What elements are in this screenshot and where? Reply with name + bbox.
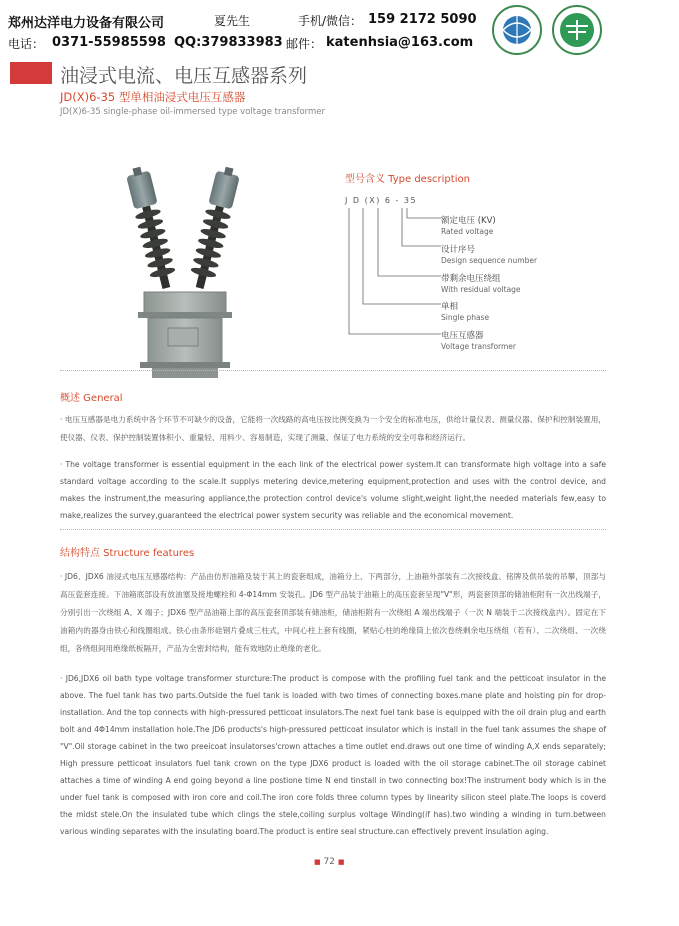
model-code: J D (X) 6 - 35 — [345, 196, 418, 205]
model-item-cn: 电压互感器 — [441, 331, 484, 341]
email-address: katenhsia@163.com — [326, 35, 474, 50]
page-marker-icon: ■ — [314, 858, 321, 866]
model-item-cn: 设计序号 — [441, 245, 476, 255]
email-label: 邮件： — [286, 37, 323, 51]
general-paragraph-en: · The voltage transformer is essential equipment in the each link of the electrical power system.It can transformate high voltage into a safe standard voltage according to the scale.It supplys metering device,metering equipment,protection and uses with the control device, and makes the instrument,the measuring appliance,the protection control device's volume slight,weight light,the needed materials few,easy to make,realizes the survey,guaranteed the electrical power system security was reliable and the economical movement. — [60, 460, 606, 520]
product-title-en: JD(X)6-35 single-phase oil-immersed type voltage transformer — [60, 107, 326, 117]
phone-label: 手机/微信： — [298, 14, 363, 28]
model-item-en: Design sequence number — [441, 256, 538, 265]
model-item-en: Rated voltage — [441, 227, 494, 236]
structure-paragraph-en: · JD6,JDX6 oil bath type voltage transformer sturcture:The product is compose with the profiling fuel tank and the petticoat insulator in the above. The fuel tank has two parts.Outside the fuel tank is loaded with two times of connecting boxes.mane plate and hoisting pin for drop-installation. And the top connects with high-pressured petticoat insulators.The next fuel tank base is equipped with the oil drain plug and earth bolt and 4Φ14mm installation hole.The JD6 products's high-pressured petticoat insulator which is install in the fuel tank assumes the shape of "V".Oil storage cabinet in the two preeicoat insulatorses'crown attaches a time outlet end.draws out one time of winding A,X ends separately; High pressure petticoat insulators fuel tank crown on the type JDX6 product is loaded with the oil storage cabinet.The oil storage cabinet attaches a time of winding A end going beyond a line postione time N end tinstall in two connecting box!The instrument body which is in the under fuel tank is composed with iron core and coil.The iron core folds three column types by linearity silicon steel plate.The loops is coverd the midst stele.On the insulated tube which clings the stele,coiling surplus voltage Winding(if has).two winding a winding in turn.between various winding separates with the insulating board.The product is entire seal structure.can effectively prevent insulation aging. — [60, 674, 606, 836]
model-item-cn: 额定电压 (KV) — [441, 216, 496, 226]
page-number-value: 72 — [323, 857, 335, 867]
model-item-en: With residual voltage — [441, 285, 521, 294]
model-item-en: Single phase — [441, 313, 490, 322]
contact-person: 夏先生 — [214, 14, 251, 28]
page-title: 油浸式电流、电压互感器系列 — [60, 65, 308, 87]
section-divider — [60, 529, 606, 530]
model-code-bracket-lines — [345, 204, 445, 350]
structure-paragraph-cn: · JD6、JDX6 油浸式电压互感器结构：产品由仿形油箱及装于其上的瓷套组成，油箱分上、下两部分，上油箱外部装有二次接线盒、铭牌及供吊装的吊攀，顶部与高压瓷套连接。下油箱底部设有放油塞及接地螺栓和 4-Φ14mm 安装孔。JD6 型产品装于油箱上的高压瓷套呈现"V"形，两瓷套顶部的储油柜附有一次出线端子，分别引出一次绕组 A、X 端子；JDX6 型产品油箱上部的高压瓷套顶部装有储油柜，储油柜附有一次绕组 A 端出线端子（一次 N 端装于二次接线盒内）。固定在下油箱内的器身由铁心和线圈组成。铁心由条形硅钢片叠成三柱式，中间心柱上套有线圈，紧贴心柱的绝缘筒上依次卷绕剩余电压绕组（若有）、二次绕组、一次绕组，各绕组间用绝缘纸板隔开，产品为全密封结构，能有效地防止绝缘的老化。 — [60, 572, 606, 653]
model-item-cn: 带剩余电压绕组 — [441, 274, 501, 284]
model-item-cn: 单相 — [441, 302, 459, 312]
company-name: 郑州达洋电力设备有限公司 — [8, 16, 165, 31]
dayang-logo-icon — [550, 4, 604, 56]
general-section-title: 概述 General — [60, 393, 123, 404]
page-header — [0, 0, 679, 58]
section-divider — [60, 370, 606, 371]
transformer-product-image — [108, 166, 260, 380]
product-title-cn: JD(X)6-35 型单相油浸式电压互感器 — [60, 90, 246, 104]
model-item-en: Voltage transformer — [441, 342, 516, 351]
structure-section-title: 结构特点 Structure features — [60, 548, 195, 559]
phone-number: 159 2172 5090 — [368, 12, 477, 27]
type-description-title: 型号含义 Type description — [345, 174, 470, 185]
title-red-bar — [10, 62, 52, 84]
tel-number: 0371-55985598 — [52, 35, 166, 50]
tel-label: 电话： — [8, 37, 45, 51]
page-marker-icon: ■ — [337, 858, 345, 866]
qq-number: QQ:379833983 — [174, 35, 283, 50]
general-paragraph-cn: · 电压互感器是电力系统中各个环节不可缺少的设备，它能将一次线路的高电压按比例变换为一个安全的标准电压，供给计量仪表、测量仪器、保护和控制装置用，使仪器、仪表、保护控制装置体积小、重量轻、用料少、容易制造，实现了测量、保证了电力系统的安全可靠和经济运行。 — [60, 415, 606, 442]
page-number — [314, 857, 344, 867]
grid-logo-icon — [490, 4, 544, 56]
